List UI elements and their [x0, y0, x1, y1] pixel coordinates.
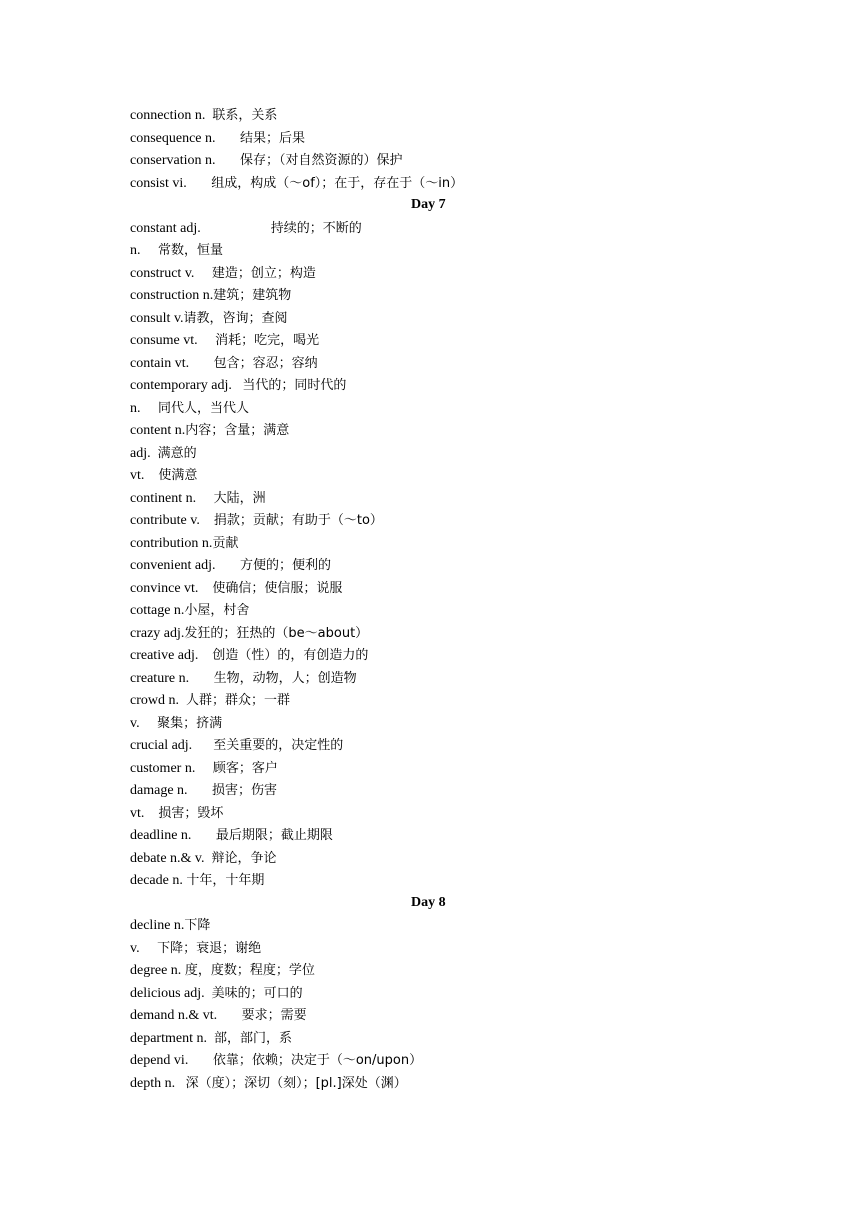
entry-definition: 顾客；客户 — [212, 760, 278, 776]
entry-word: depend vi. — [130, 1053, 189, 1068]
entry-gap — [151, 446, 158, 461]
entry-word: delicious adj. — [130, 985, 205, 1001]
entry-word: construct v. — [130, 265, 195, 281]
entry-definition: 保存；（对自然资源的）保护 — [240, 153, 403, 168]
entry-gap — [140, 716, 158, 731]
entry-definition: 当代的；同时代的 — [242, 378, 347, 393]
entry-definition: 联系，关系 — [212, 108, 278, 123]
vocabulary-entry — [0, 487, 860, 510]
vocabulary-entry — [0, 1004, 860, 1027]
entry-gap — [198, 648, 212, 663]
entry-word: decade n. — [130, 873, 183, 888]
vocabulary-entry — [0, 982, 860, 1005]
entry-gap — [198, 581, 212, 596]
vocabulary-entry — [0, 1049, 860, 1072]
vocabulary-entry — [0, 1072, 860, 1095]
entry-definition: 人群；群众；一群 — [186, 693, 291, 708]
vocabulary-entry — [0, 284, 860, 307]
entry-gap — [187, 176, 212, 191]
entry-word: content n. — [130, 423, 186, 438]
vocabulary-entry — [0, 442, 860, 465]
entry-definition: 生物，动物，人；创造物 — [213, 670, 357, 686]
entry-definition: 至关重要的，决定性的 — [213, 738, 344, 753]
entry-gap — [196, 491, 214, 506]
entry-word: deadline n. — [130, 828, 192, 843]
entry-gap — [144, 806, 158, 821]
entry-word: decline n. — [130, 918, 185, 933]
entry-word: adj. — [130, 445, 151, 461]
entry-word: v. — [130, 715, 140, 731]
entry-definition: 内容；含量；满意 — [185, 423, 290, 438]
vocabulary-entry — [0, 824, 860, 847]
entry-definition: 持续的；不断的 — [270, 220, 362, 236]
vocabulary-entry — [0, 352, 860, 375]
entry-definition: 损害；毁坏 — [158, 805, 224, 821]
entry-word: cottage n. — [130, 603, 185, 618]
entry-word: damage n. — [130, 783, 188, 798]
vocabulary-entry — [0, 689, 860, 712]
entry-definition: 贡献 — [212, 535, 239, 551]
vocabulary-entry — [0, 734, 860, 757]
entry-gap — [216, 153, 241, 168]
entry-word: n. — [130, 243, 141, 258]
vocabulary-entry — [0, 464, 860, 487]
entry-definition: 最后期限；截止期限 — [215, 828, 333, 843]
entry-definition: 请教，咨询；查阅 — [183, 310, 288, 326]
entry-word: department n. — [130, 1030, 207, 1046]
entry-word: conservation n. — [130, 153, 216, 168]
entry-word: contribute v. — [130, 513, 200, 528]
vocabulary-entry — [0, 779, 860, 802]
entry-word: vt. — [130, 468, 145, 483]
entry-gap — [194, 266, 212, 281]
entry-word: convince vt. — [130, 580, 199, 596]
entry-word: construction n. — [130, 288, 214, 303]
entry-definition: 建造；创立；构造 — [211, 265, 316, 281]
entry-definition: 结果；后果 — [240, 130, 306, 146]
entry-word: crazy adj. — [130, 625, 185, 641]
vocabulary-entry — [0, 802, 860, 825]
vocabulary-entry — [0, 622, 860, 645]
vocabulary-entry — [0, 217, 860, 240]
entry-gap — [198, 333, 216, 348]
entry-gap — [141, 243, 159, 258]
entry-definition: 捐款；贡献；有助于（～to） — [213, 513, 383, 528]
entry-word: constant adj. — [130, 220, 201, 236]
entry-word: consult v. — [130, 310, 184, 326]
entry-word: debate n.& v. — [130, 850, 205, 866]
entry-word: consist vi. — [130, 175, 187, 191]
vocabulary-entry — [0, 712, 860, 735]
entry-word: vt. — [130, 805, 145, 821]
vocabulary-entry — [0, 937, 860, 960]
entry-word: demand n.& vt. — [130, 1008, 218, 1023]
entry-definition: 发狂的；狂热的（be～about） — [184, 625, 369, 641]
entry-gap — [205, 851, 212, 866]
entry-definition: 下降 — [184, 918, 211, 933]
vocabulary-entry — [0, 509, 860, 532]
entry-gap — [232, 378, 243, 393]
vocabulary-entry — [0, 869, 860, 892]
entry-gap — [189, 356, 214, 371]
entry-gap — [141, 401, 159, 416]
vocabulary-entry — [0, 397, 860, 420]
entry-gap — [140, 941, 158, 956]
entry-definition: 十年，十年期 — [186, 873, 265, 888]
entry-word: continent n. — [130, 490, 197, 506]
entry-word: depth n. — [130, 1075, 176, 1091]
entry-word: contemporary adj. — [130, 378, 232, 393]
entry-definition: 下降；衰退；谢绝 — [157, 940, 262, 956]
entry-gap — [216, 131, 241, 146]
entry-definition: 组成，构成（～of）；在于，存在于（～in） — [211, 175, 464, 191]
entry-definition: 部，部门，系 — [213, 1030, 292, 1046]
entry-word: customer n. — [130, 760, 196, 776]
entry-definition: 要求；需要 — [241, 1008, 307, 1023]
entry-gap — [179, 693, 186, 708]
entry-gap — [144, 468, 158, 483]
vocabulary-entry — [0, 644, 860, 667]
vocabulary-entry — [0, 149, 860, 172]
entry-definition: 小屋，村舍 — [184, 603, 250, 618]
entry-definition: 依靠；依赖；决定于（～on/upon） — [212, 1053, 423, 1068]
entry-definition: 辩论，争论 — [211, 850, 277, 866]
entry-definition: 使确信；使信服；说服 — [212, 580, 343, 596]
entry-word: connection n. — [130, 108, 206, 123]
vocabulary-entry — [0, 374, 860, 397]
entry-gap — [191, 828, 216, 843]
vocabulary-list — [0, 104, 860, 1094]
entry-word: contain vt. — [130, 355, 190, 371]
entry-definition: 常数，恒量 — [158, 243, 224, 258]
vocabulary-entry — [0, 757, 860, 780]
day-heading: Day 8 — [411, 894, 446, 910]
vocabulary-entry — [0, 667, 860, 690]
vocabulary-entry — [0, 307, 860, 330]
entry-definition: 建筑；建筑物 — [213, 288, 292, 303]
entry-word: creative adj. — [130, 648, 199, 663]
entry-definition: 满意的 — [157, 445, 197, 461]
entry-gap — [188, 783, 213, 798]
entry-definition: 使满意 — [158, 468, 198, 483]
entry-gap — [207, 1031, 214, 1046]
entry-gap — [189, 671, 214, 686]
entry-gap — [205, 986, 212, 1001]
vocabulary-entry — [0, 329, 860, 352]
vocabulary-entry — [0, 554, 860, 577]
entry-gap — [192, 738, 213, 753]
entry-definition: 大陆，洲 — [213, 490, 266, 506]
entry-gap — [195, 761, 213, 776]
vocabulary-entry — [0, 262, 860, 285]
entry-definition: 包含；容忍；容纳 — [213, 355, 318, 371]
entry-word: crucial adj. — [130, 738, 193, 753]
vocabulary-entry — [0, 1027, 860, 1050]
entry-definition: 同代人，当代人 — [158, 400, 250, 416]
vocabulary-entry — [0, 419, 860, 442]
entry-definition: 聚集；挤满 — [157, 715, 223, 731]
entry-definition: 方便的；便利的 — [240, 558, 332, 573]
entry-word: contribution n. — [130, 535, 213, 551]
entry-word: convenient adj. — [130, 558, 216, 573]
entry-definition: 度，度数；程度；学位 — [184, 963, 315, 978]
vocabulary-entry — [0, 127, 860, 150]
entry-word: crowd n. — [130, 693, 179, 708]
entry-gap — [188, 1053, 213, 1068]
entry-word: consume vt. — [130, 333, 198, 348]
entry-definition: 消耗；吃完，喝光 — [215, 333, 320, 348]
entry-gap — [175, 1076, 186, 1091]
entry-definition: 美味的；可口的 — [211, 985, 303, 1001]
entry-word: creature n. — [130, 670, 190, 686]
entry-definition: 创造（性）的，有创造力的 — [212, 648, 369, 663]
entry-gap — [200, 513, 214, 528]
entry-gap — [201, 221, 271, 236]
day-heading: Day 7 — [411, 197, 446, 212]
entry-definition: 深（度）；深切（刻）；[pl.]深处（渊） — [185, 1075, 407, 1091]
vocabulary-entry — [0, 914, 860, 937]
entry-word: n. — [130, 400, 141, 416]
entry-definition: 损害；伤害 — [212, 783, 278, 798]
vocabulary-entry — [0, 532, 860, 555]
vocabulary-entry — [0, 577, 860, 600]
entry-word: consequence n. — [130, 130, 216, 146]
vocabulary-entry — [0, 104, 860, 127]
vocabulary-entry — [0, 172, 860, 195]
vocabulary-entry — [0, 847, 860, 870]
vocabulary-entry — [0, 599, 860, 622]
vocabulary-entry — [0, 239, 860, 262]
entry-word: v. — [130, 940, 140, 956]
entry-gap — [216, 558, 241, 573]
vocabulary-entry — [0, 959, 860, 982]
entry-word: degree n. — [130, 963, 182, 978]
entry-gap — [217, 1008, 242, 1023]
